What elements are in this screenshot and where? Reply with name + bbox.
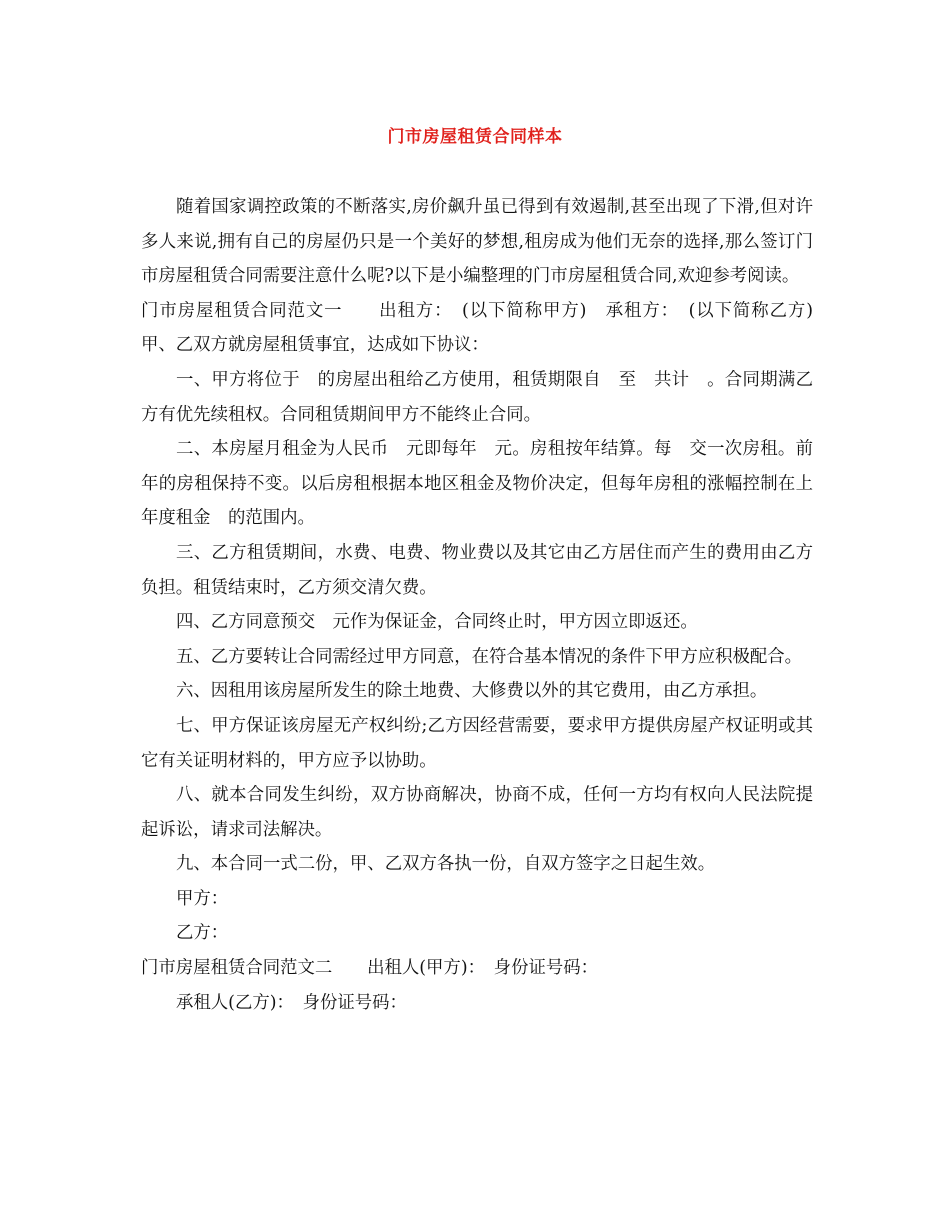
paragraph: 四、乙方同意预交 元作为保证金，合同终止时，甲方因立即返还。 (176, 612, 698, 633)
paragraph: 三、乙方租赁期间，水费、电费、物业费以及其它由乙方居住而产生的费用由乙方负担。租赁结束时，乙方须交清欠费。 (141, 542, 813, 598)
paragraph: 随着国家调控政策的不断落实,房价飙升虽已得到有效遏制,甚至出现了下滑,但对许多人来说,拥有自己的房屋仍只是一个美好的梦想,租房成为他们无奈的选择,那么签订门市房屋租赁合同需要注意什么呢?以下是小编整理的门市房屋租赁合同,欢迎参考阅读。 (141, 197, 813, 287)
document-title: 门市房屋租赁合同样本 (387, 127, 563, 147)
paragraph: 门市房屋租赁合同范文二 出租人(甲方)： 身份证号码： (141, 958, 599, 979)
paragraph: 八、就本合同发生纠纷，双方协商解决，协商不成，任何一方均有权向人民法院提起诉讼，请求司法解决。 (141, 785, 813, 840)
paragraph: 九、本合同一式二份，甲、乙双方各执一份，自双方签字之日起生效。 (176, 854, 716, 875)
paragraph: 乙方： (176, 923, 229, 944)
paragraph: 七、甲方保证该房屋无产权纠纷;乙方因经营需要，要求甲方提供房屋产权证明或其它有关证明材料的，甲方应予以协助。 (141, 715, 813, 771)
paragraph: 一、甲方将位于 的房屋出租给乙方使用，租赁期限自 至 共计 。合同期满乙方有优先续租权。合同租赁期间甲方不能终止合同。 (141, 369, 813, 425)
document-body (141, 190, 831, 1020)
paragraph: 门市房屋租赁合同范文一 出租方： (以下简称甲方) 承租方： (以下简称乙方) 甲、乙双方就房屋租赁事宜，达成如下协议： (141, 300, 831, 356)
paragraph: 承租人(乙方)： 身份证号码： (176, 992, 407, 1013)
paragraph: 二、本房屋月租金为人民币 元即每年 元。房租按年结算。每 交一次房租。前 年的房租保持不变。以后房租根据本地区租金及物价决定，但每年房租的涨幅控制在上年度租金 的范围内。 (141, 439, 831, 529)
paragraph: 六、因租用该房屋所发生的除土地费、大修费以外的其它费用，由乙方承担。 (176, 681, 768, 702)
paragraph: 五、乙方要转让合同需经过甲方同意，在符合基本情况的条件下甲方应积极配合。 (176, 646, 803, 667)
paragraph: 甲方： (176, 888, 229, 909)
